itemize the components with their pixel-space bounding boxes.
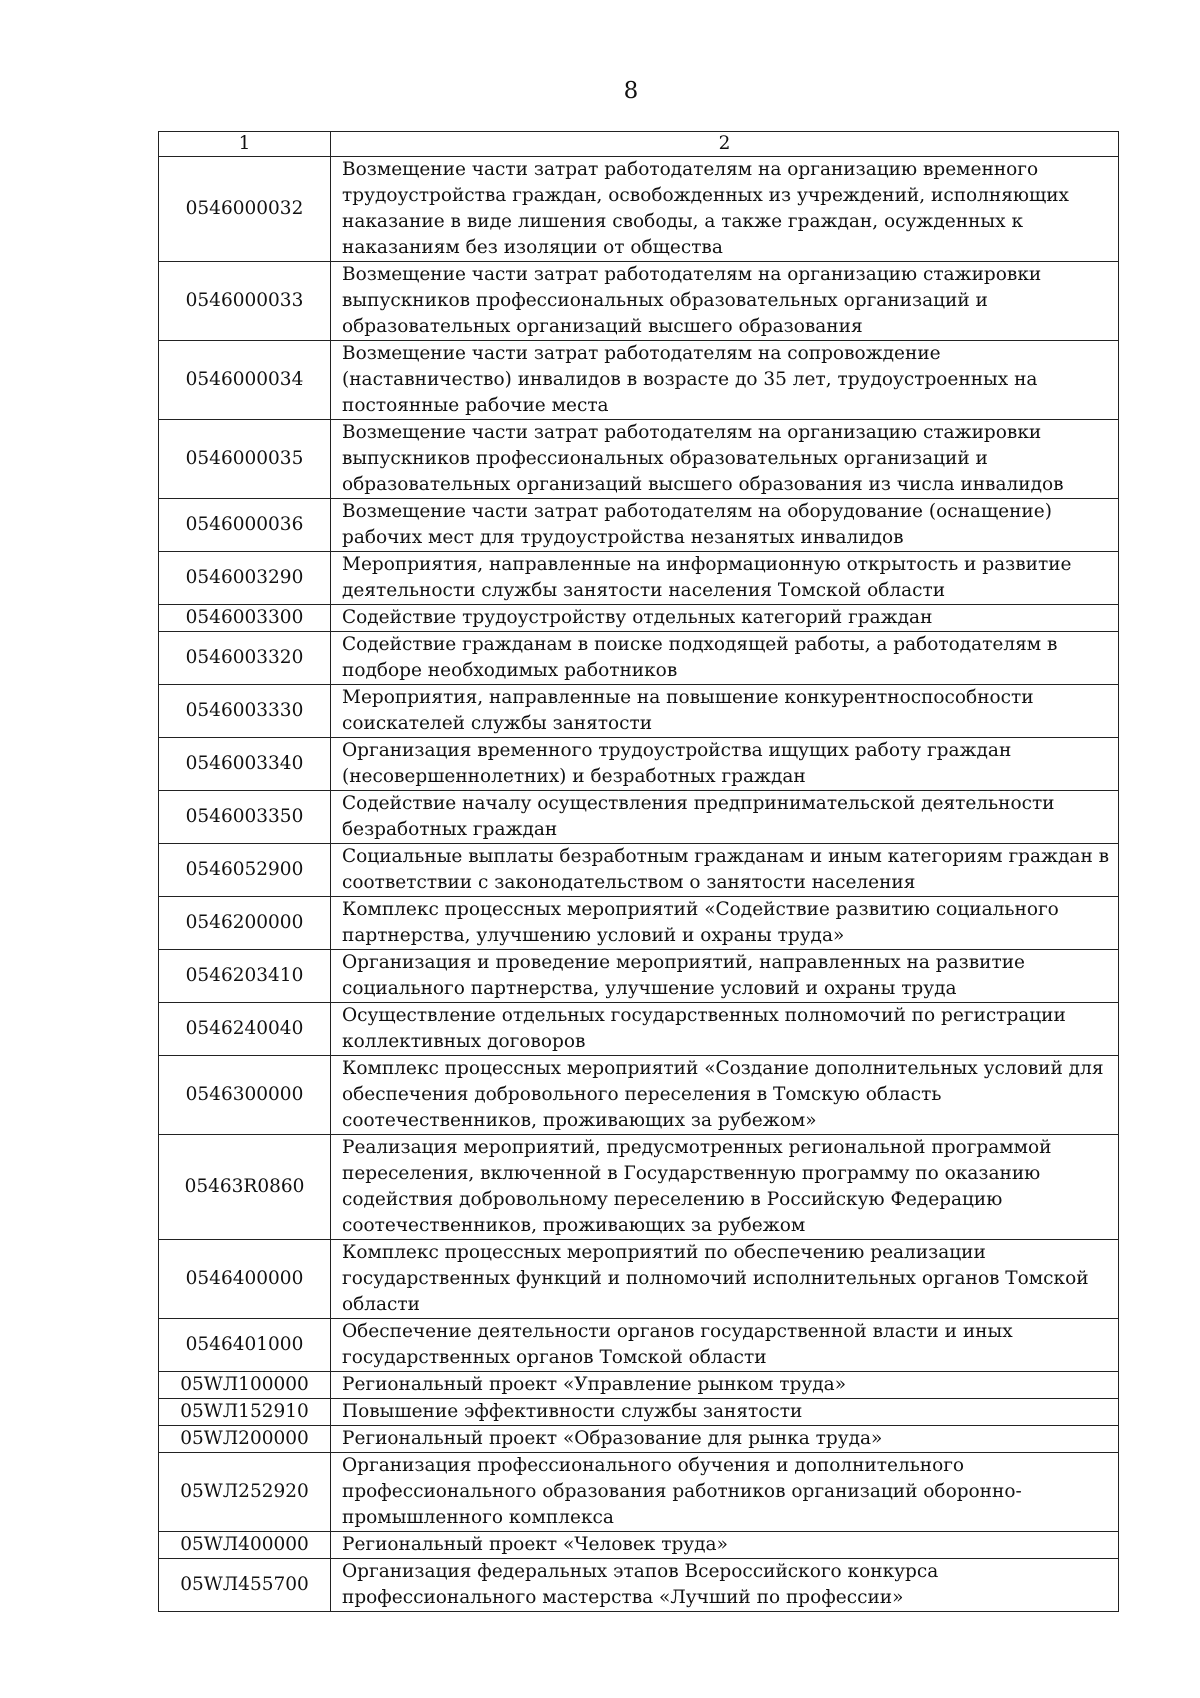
- row-description: Содействие началу осуществления предпринимательской деятельности безработных граждан: [331, 791, 1119, 844]
- row-code: 0546000032: [159, 157, 331, 262]
- code-table: [158, 131, 1119, 1612]
- row-code: 0546000033: [159, 262, 331, 341]
- row-description: Возмещение части затрат работодателям на организацию стажировки выпускников профессиональных образовательных организаций и образовательных организаций высшего образования: [331, 262, 1119, 341]
- row-description: Региональный проект «Управление рынком труда»: [331, 1372, 1119, 1399]
- table-row: [159, 1056, 1119, 1135]
- table-row: [159, 685, 1119, 738]
- row-description: Возмещение части затрат работодателям на оборудование (оснащение) рабочих мест для трудоустройства незанятых инвалидов: [331, 499, 1119, 552]
- table-row: [159, 791, 1119, 844]
- row-description: Мероприятия, направленные на повышение конкурентноспособности соискателей службы занятости: [331, 685, 1119, 738]
- table-row: [159, 1559, 1119, 1612]
- row-description: Содействие трудоустройству отдельных категорий граждан: [331, 605, 1119, 632]
- row-code: 0546003320: [159, 632, 331, 685]
- table-row: [159, 950, 1119, 1003]
- table-row: [159, 157, 1119, 262]
- table-row: [159, 499, 1119, 552]
- row-description: Организация федеральных этапов Всероссийского конкурса профессионального мастерства «Лучший по профессии»: [331, 1559, 1119, 1612]
- table-row: [159, 341, 1119, 420]
- row-description: Повышение эффективности службы занятости: [331, 1399, 1119, 1426]
- row-description: Осуществление отдельных государственных полномочий по регистрации коллективных договоров: [331, 1003, 1119, 1056]
- table-row: [159, 552, 1119, 605]
- row-description: Реализация мероприятий, предусмотренных региональной программой переселения, включенной в Государственную программу по оказанию содействия добровольному переселению в Российскую Федерацию соотечественников, проживающих за рубежом: [331, 1135, 1119, 1240]
- row-code: 0546200000: [159, 897, 331, 950]
- row-code: 0546052900: [159, 844, 331, 897]
- row-code: 0546000036: [159, 499, 331, 552]
- table-row: [159, 738, 1119, 791]
- table-row: [159, 262, 1119, 341]
- table-row: [159, 1135, 1119, 1240]
- table-row: [159, 897, 1119, 950]
- row-description: Региональный проект «Образование для рынка труда»: [331, 1426, 1119, 1453]
- column-header-code: 1: [159, 132, 331, 157]
- row-description: Социальные выплаты безработным гражданам и иным категориям граждан в соответствии с законодательством о занятости населения: [331, 844, 1119, 897]
- table-row: [159, 1532, 1119, 1559]
- row-description: Возмещение части затрат работодателям на организацию стажировки выпускников профессиональных образовательных организаций и образовательных организаций высшего образования из числа инвалидов: [331, 420, 1119, 499]
- row-code: 05WЛ200000: [159, 1426, 331, 1453]
- page-number: 8: [623, 78, 639, 104]
- row-description: Возмещение части затрат работодателям на организацию временного трудоустройства граждан, освобожденных из учреждений, исполняющих наказание в виде лишения свободы, а также граждан, осужденных к наказаниям без изоляции от общества: [331, 157, 1119, 262]
- row-description: Возмещение части затрат работодателям на сопровождение (наставничество) инвалидов в возрасте до 35 лет, трудоустроенных на постоянные рабочие места: [331, 341, 1119, 420]
- row-code: 0546003300: [159, 605, 331, 632]
- row-description: Содействие гражданам в поиске подходящей работы, а работодателям в подборе необходимых работников: [331, 632, 1119, 685]
- row-code: 05WЛ252920: [159, 1453, 331, 1532]
- table-row: [159, 1372, 1119, 1399]
- row-description: Комплекс процессных мероприятий «Создание дополнительных условий для обеспечения добровольного переселения в Томскую область соотечественников, проживающих за рубежом»: [331, 1056, 1119, 1135]
- column-header-description: 2: [331, 132, 1119, 157]
- table-header-row: [159, 132, 1119, 157]
- table-row: [159, 420, 1119, 499]
- table-row: [159, 632, 1119, 685]
- row-code: 0546240040: [159, 1003, 331, 1056]
- table-row: [159, 1003, 1119, 1056]
- table-row: [159, 1426, 1119, 1453]
- row-code: 05WЛ100000: [159, 1372, 331, 1399]
- table-row: [159, 844, 1119, 897]
- row-code: 05463R0860: [159, 1135, 331, 1240]
- row-description: Комплекс процессных мероприятий «Содействие развитию социального партнерства, улучшению условий и охраны труда»: [331, 897, 1119, 950]
- row-description: Мероприятия, направленные на информационную открытость и развитие деятельности службы занятости населения Томской области: [331, 552, 1119, 605]
- table-row: [159, 1319, 1119, 1372]
- row-description: Организация профессионального обучения и дополнительного профессионального образования работников организаций оборонно-промышленного комплекса: [331, 1453, 1119, 1532]
- row-code: 05WЛ400000: [159, 1532, 331, 1559]
- row-code: 0546003330: [159, 685, 331, 738]
- row-code: 0546400000: [159, 1240, 331, 1319]
- row-code: 0546003340: [159, 738, 331, 791]
- table-row: [159, 605, 1119, 632]
- row-code: 0546000034: [159, 341, 331, 420]
- row-description: Обеспечение деятельности органов государственной власти и иных государственных органов Томской области: [331, 1319, 1119, 1372]
- row-description: Организация временного трудоустройства ищущих работу граждан (несовершеннолетних) и безработных граждан: [331, 738, 1119, 791]
- table-row: [159, 1453, 1119, 1532]
- row-code: 0546203410: [159, 950, 331, 1003]
- row-code: 0546003290: [159, 552, 331, 605]
- row-description: Организация и проведение мероприятий, направленных на развитие социального партнерства, улучшение условий и охраны труда: [331, 950, 1119, 1003]
- row-description: Комплекс процессных мероприятий по обеспечению реализации государственных функций и полномочий исполнительных органов Томской области: [331, 1240, 1119, 1319]
- row-code: 0546000035: [159, 420, 331, 499]
- row-code: 05WЛ152910: [159, 1399, 331, 1426]
- row-code: 0546300000: [159, 1056, 331, 1135]
- table-row: [159, 1399, 1119, 1426]
- row-code: 05WЛ455700: [159, 1559, 331, 1612]
- row-description: Региональный проект «Человек труда»: [331, 1532, 1119, 1559]
- row-code: 0546401000: [159, 1319, 331, 1372]
- table-row: [159, 1240, 1119, 1319]
- row-code: 0546003350: [159, 791, 331, 844]
